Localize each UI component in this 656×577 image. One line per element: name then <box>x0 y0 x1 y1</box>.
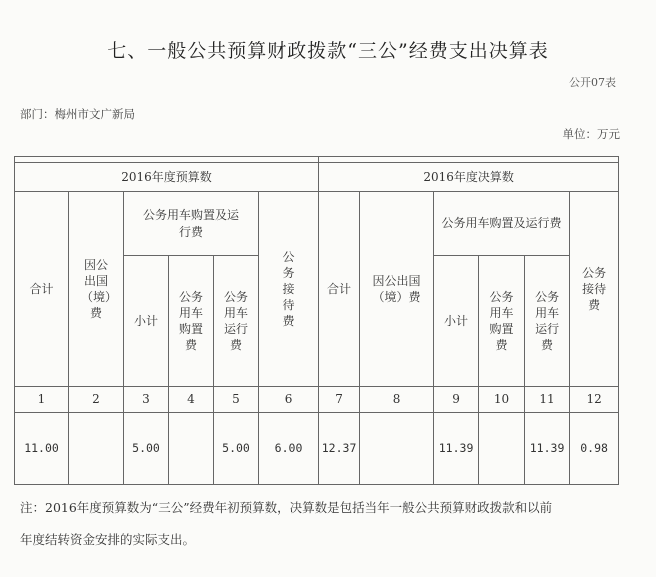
value-cell: 12.37 <box>319 413 360 485</box>
final-purchase-header: 公务用车购置费 <box>479 256 525 387</box>
three-public-expenses-table <box>14 156 619 485</box>
budget-subtotal-header: 小计 <box>124 256 169 387</box>
final-abroad-header: 因公出国（境）费 <box>360 192 434 387</box>
value-cell: 11.00 <box>15 413 69 485</box>
value-cell: 6.00 <box>259 413 319 485</box>
final-subtotal-header: 小计 <box>434 256 479 387</box>
form-code: 公开07表 <box>569 76 616 89</box>
department-label: 部门：梅州市文广新局 <box>20 107 135 121</box>
value-cell: 11.39 <box>525 413 570 485</box>
value-cell <box>479 413 525 485</box>
col-number: 10 <box>479 387 525 413</box>
footnote <box>20 492 640 556</box>
budget-operation-header: 公务用车运行费 <box>214 256 259 387</box>
budget-abroad-header: 因公出国（境）费 <box>69 192 124 387</box>
budget-vehicle-group-header: 公务用车购置及运行费 <box>124 192 259 256</box>
value-cell: 0.98 <box>570 413 619 485</box>
unit-label: 单位：万元 <box>562 127 620 141</box>
col-number: 6 <box>259 387 319 413</box>
col-number: 9 <box>434 387 479 413</box>
final-total-header: 合计 <box>319 192 360 387</box>
page-title: 七、一般公共预算财政拨款“三公”经费支出决算表 <box>107 40 549 62</box>
budget-total-header: 合计 <box>15 192 69 387</box>
budget-reception-header: 公务接待费 <box>259 192 319 387</box>
value-cell: 5.00 <box>124 413 169 485</box>
col-number: 11 <box>525 387 570 413</box>
final-header: 2016年度决算数 <box>319 163 619 192</box>
col-number: 7 <box>319 387 360 413</box>
value-cell: 5.00 <box>214 413 259 485</box>
final-vehicle-group-header: 公务用车购置及运行费 <box>434 192 570 256</box>
col-number: 12 <box>570 387 619 413</box>
col-number: 3 <box>124 387 169 413</box>
final-operation-header: 公务用车运行费 <box>525 256 570 387</box>
value-cell <box>360 413 434 485</box>
col-number: 2 <box>69 387 124 413</box>
col-number: 8 <box>360 387 434 413</box>
value-cell <box>69 413 124 485</box>
col-number: 1 <box>15 387 69 413</box>
budget-header: 2016年度预算数 <box>15 163 319 192</box>
value-cell: 11.39 <box>434 413 479 485</box>
value-cell <box>169 413 214 485</box>
budget-purchase-header: 公务用车购置费 <box>169 256 214 387</box>
col-number: 4 <box>169 387 214 413</box>
final-reception-header: 公务接待费 <box>570 192 619 387</box>
col-number: 5 <box>214 387 259 413</box>
footnote-line-2: 年度结转资金安排的实际支出。 <box>20 532 196 547</box>
footnote-line-1: 注：2016年度预算数为“三公”经费年初预算数，决算数是包括当年一般公共预算财政拨款和以前 <box>20 500 553 515</box>
